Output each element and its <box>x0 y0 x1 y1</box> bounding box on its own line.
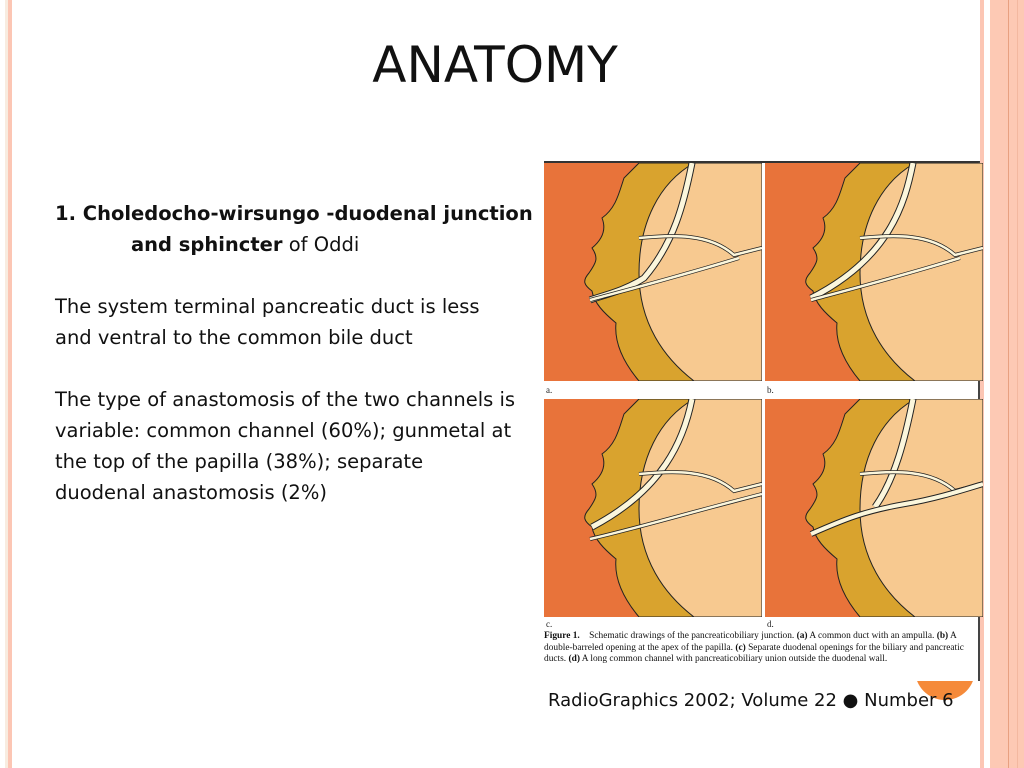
heading-bold: 1. Choledocho-wirsungo -duodenal junction <box>55 202 533 225</box>
caption-b-label: (b) <box>936 631 949 641</box>
figure-caption <box>544 631 980 666</box>
right-border-band <box>990 0 1024 768</box>
figure-panel-a <box>544 163 762 381</box>
panel-label-b: b. <box>767 385 774 395</box>
figure-panel-c <box>544 399 762 617</box>
paragraph-1-line-2: and ventral to the common bile duct <box>55 326 413 349</box>
caption-b: A double-barreled opening at the apex of the papilla. <box>544 631 957 653</box>
left-border-stripe-accent <box>8 0 12 768</box>
panel-label-a: a. <box>546 385 553 395</box>
paragraph-2-line-4: duodenal anastomosis (2%) <box>55 481 327 504</box>
right-border-stripe-inner <box>980 0 984 768</box>
caption-title: Figure 1. <box>544 631 580 641</box>
caption-d-label: (d) <box>568 654 580 664</box>
caption-text: Schematic drawings of the pancreaticobiliary junction. <box>589 631 795 641</box>
figure-panel-d <box>765 399 983 617</box>
right-border-line <box>1008 0 1009 768</box>
caption-c-label: (c) <box>735 642 746 653</box>
panel-label-c: c. <box>546 619 553 629</box>
heading-normal: of Oddi <box>282 233 360 256</box>
caption-c: Separate duodenal openings for the biliary and pancreatic ducts. <box>544 642 964 664</box>
caption-a-label: (a) <box>796 631 808 641</box>
paragraph-2-line-2: variable: common channel (60%); gunmetal at <box>55 419 512 442</box>
paragraph-2-line-3: the top of the papilla (38%); separate <box>55 450 424 473</box>
slide-body <box>55 198 553 508</box>
slide-title: ANATOMY <box>372 36 618 94</box>
caption-d: A long common channel with pancreaticobiliary union outside the duodenal wall. <box>581 654 888 664</box>
heading-bold-2: and sphincter <box>131 233 283 256</box>
heading-line-2 <box>55 229 550 260</box>
panel-label-d: d. <box>767 619 774 629</box>
caption-a: A common duct with an ampulla. <box>809 631 935 641</box>
paragraph-1-line-1: The system terminal pancreatic duct is less <box>55 295 480 318</box>
right-border-line-2 <box>1017 0 1018 768</box>
heading-line-1 <box>55 198 550 229</box>
figure-panel-b <box>765 163 983 381</box>
anatomy-figure <box>544 161 980 681</box>
citation-reference: RadioGraphics 2002; Volume 22 ● Number 6 <box>548 690 954 711</box>
paragraph-2-line-1: The type of anastomosis of the two channels is <box>55 388 516 411</box>
